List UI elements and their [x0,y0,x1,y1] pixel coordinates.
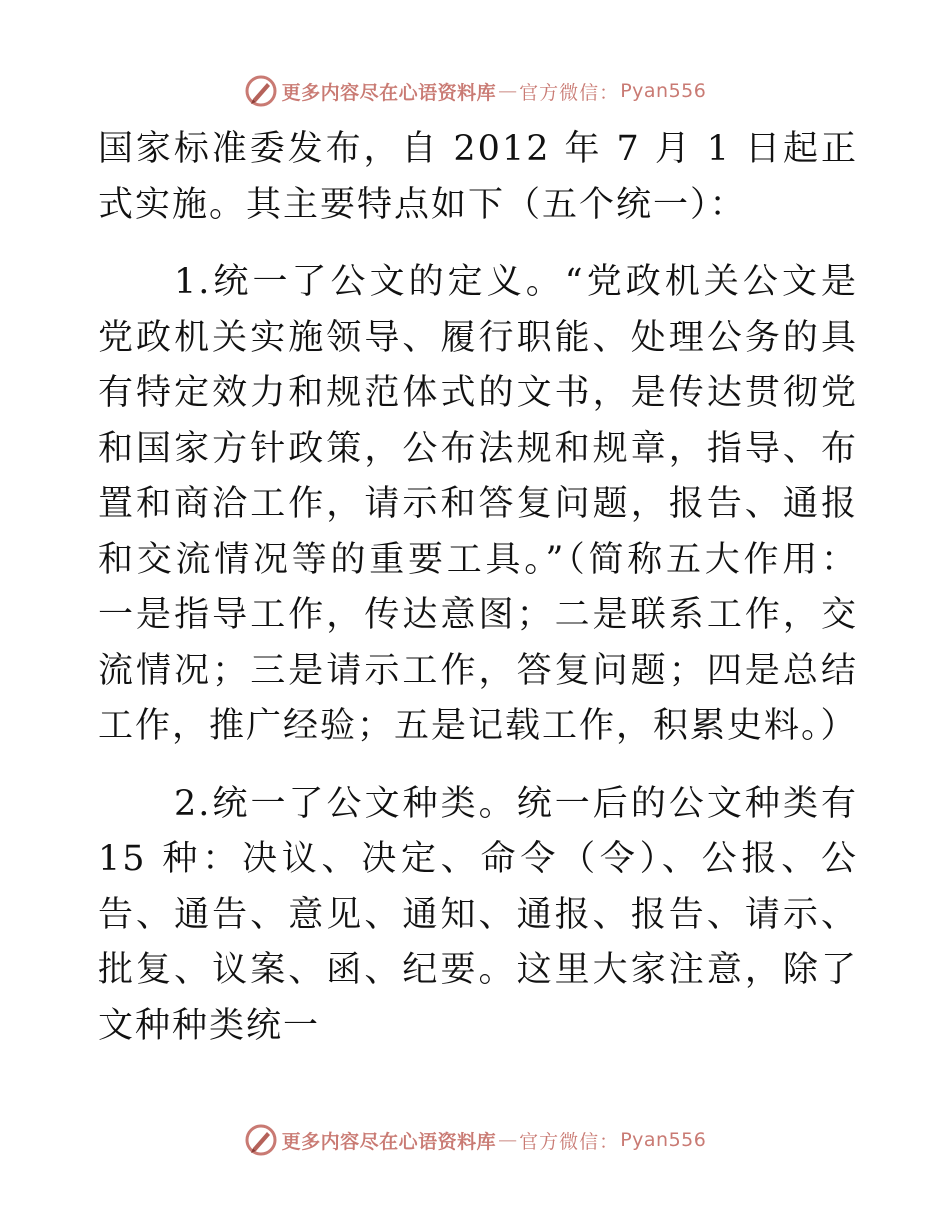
watermark-site-text: 更多内容尽在心语资料库 [281,81,497,104]
watermark-account: Pyan556 [620,1129,707,1151]
pen-logo-icon [244,1123,278,1157]
watermark-site-text: 更多内容尽在心语资料库 [281,1130,497,1153]
paragraph-types: 2.统一了公文种类。统一后的公文种类有 15 种：决议、决定、命令（令）、公报、公告、通告、意见、通知、通报、报告、请示、批复、议案、函、纪要。这里大家注意，除了文种种类统一 [98,783,858,1046]
watermark-account: Pyan556 [620,80,707,102]
footer-watermark [0,1120,950,1160]
pen-logo-icon [244,74,278,108]
paragraph-definition: 1.统一了公文的定义。“党政机关公文是党政机关实施领导、履行职能、处理公务的具有特定效力和规范体式的文书，是传达贯彻党和国家方针政策，公布法规和规章，指导、布置和商洽工作，请示和答复问题，报告、通报和交流情况等的重要工具。”（简称五大作用：一是指导工作，传达意图；二是联系工作，交流情况；三是请示工作，答复问题；四是总结工作，推广经验；五是记载工作，积累史料。） [98,262,858,746]
watermark-separator: — [498,1129,518,1151]
paragraph-intro: 国家标准委发布，自 2012 年 7 月 1 日起正式实施。其主要特点如下（五个统一）： [98,129,858,225]
header-watermark [0,71,950,111]
watermark-colon: ： [599,81,619,104]
watermark-label: 官方微信 [519,1130,600,1153]
watermark-colon: ： [599,1130,619,1153]
document-body [98,122,858,1054]
watermark-separator: — [498,80,518,102]
watermark-label: 官方微信 [519,81,600,104]
